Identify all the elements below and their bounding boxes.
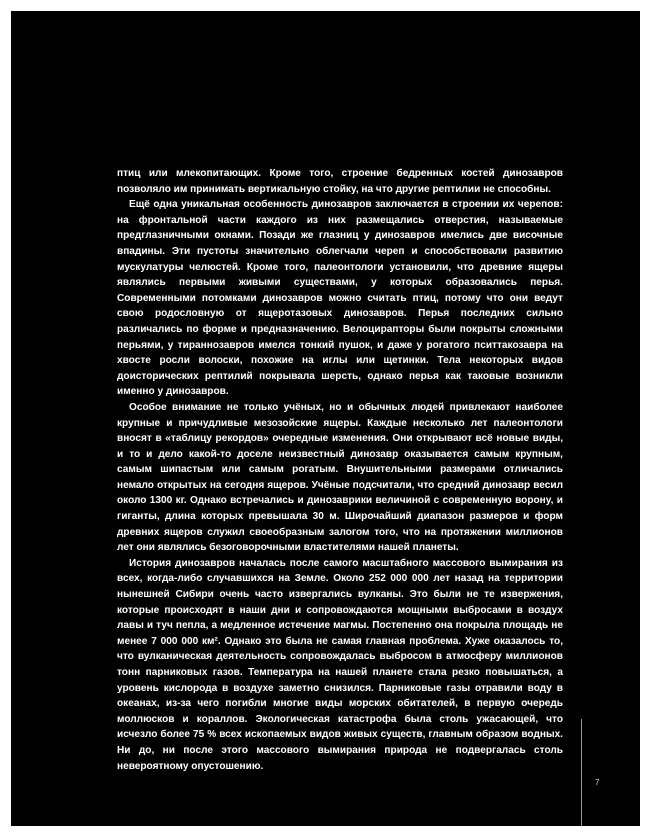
book-page — [11, 11, 640, 826]
paragraph-records: Особое внимание не только учёных, но и обычных людей привлекают наиболее крупные и причудливые мезозойские ящеры. Каждые несколько лет палеонтологи вносят в «таблицу рекордов» очередные изменения. Они открывают всё новые виды, и то и дело какой-то доселе неизвестный динозавр оказывается самым крупным, самым шипастым или самым рогатым. Внушительными размерами отличались немало открытых на сегодня ящеров. Учёные подсчитали, что средний динозавр весил около 1300 кг. Однако встречались и динозаврики величиной с современную ворону, и гиганты, длина которых превышала 30 м. Широчайший диапазон размеров и форм древних ящеров служил своеобразным залогом того, что на протяжении миллионов лет они являлись безоговорочными властителями нашей планеты. — [117, 401, 563, 554]
paragraph-extinction: История динозавров началась после самого масштабного массового вымирания из всех, когда-либо случавшихся на Земле. Около 252 000 000 лет назад на территории нынешней Сибири очень часто извергались вулканы. Это были не те извержения, которые происходят в наши дни и сопровождаются мощными выбросами в воздух лавы и туч пепла, а медленное истечение магмы. Постепенно она покрыла площадь не менее 7 000 000 км². Однако это была не самая главная проблема. Хуже оказалось то, что вулканическая деятельность сопровождалась выбросом в атмосферу миллионов тонн парниковых газов. Температура на нашей планете стала резко повышаться, а уровень кислорода в воздухе заметно снизился. Парниковые газы отравили воду в океанах, из-за чего погибли многие виды морских обитателей, в первую очередь моллюсков и кораллов. Экологическая катастрофа была столь ужасающей, что исчезло более 75 % всех ископаемых видов живых существ, главным образом водных. Ни до, ни после этого массового вымирания природа не подвергалась столь невероятному опустошению. — [117, 557, 563, 772]
page-number: 7 — [595, 778, 600, 787]
body-text — [117, 166, 563, 774]
paragraph-continuation: птиц или млекопитающих. Кроме того, строение бедренных костей динозавров позволяло им принимать вертикальную стойку, на что другие рептилии не способны. — [117, 168, 563, 195]
margin-rule — [581, 719, 582, 826]
paragraph-skull: Ещё одна уникальная особенность динозавров заключается в строении их черепов: на фронтальной части каждого из них размещались отверстия, называемые предглазничными окнами. Позади же глазниц у динозавров имелись две височные впадины. Эти пустоты значительно облегчали череп и способствовали развитию мускулатуры челюстей. Кроме того, палеонтологи установили, что древние ящеры являлись первыми живыми существами, у которых образовались перья. Современными потомками динозавров можно считать птиц, потому что они ведут свою родословную от ящеротазовых динозавров. Перья последних сильно различались по форме и предназначению. Велоцирапторы были покрыты сложными перьями, у тираннозавров имелся тонкий пушок, и даже у рогатого пситтакозавра на хвосте росли волоски, похожие на иглы или щетинки. Тела некоторых видов доисторических рептилий покрывала шерсть, однако перья как таковые возникли именно у динозавров. — [117, 199, 563, 398]
